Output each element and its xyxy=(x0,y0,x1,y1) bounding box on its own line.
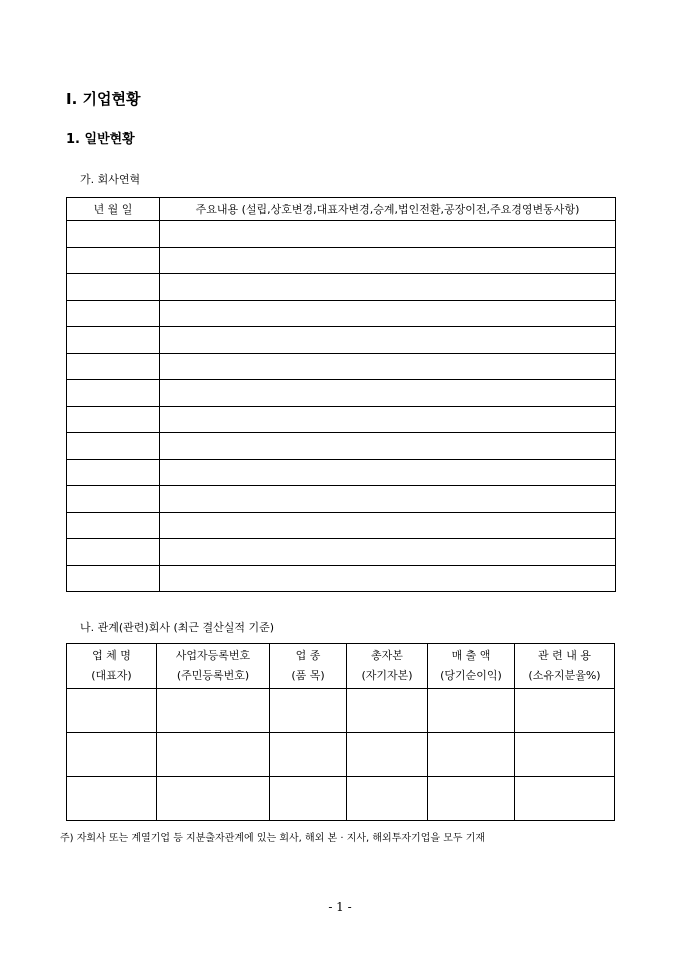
history-row xyxy=(67,380,616,407)
related-header-line: 관 련 내 용 xyxy=(538,649,591,662)
history-content-cell[interactable] xyxy=(160,300,616,327)
history-date-cell[interactable] xyxy=(67,380,160,407)
history-row xyxy=(67,459,616,486)
history-date-cell[interactable] xyxy=(67,565,160,592)
related-cell[interactable] xyxy=(428,733,515,777)
history-content-cell[interactable] xyxy=(160,274,616,301)
page-number: - 1 - xyxy=(328,900,352,914)
history-row xyxy=(67,353,616,380)
history-date-cell[interactable] xyxy=(67,247,160,274)
history-content-cell[interactable] xyxy=(160,247,616,274)
related-cell[interactable] xyxy=(347,689,428,733)
history-date-cell[interactable] xyxy=(67,459,160,486)
related-header-3 xyxy=(347,644,428,689)
history-date-cell[interactable] xyxy=(67,327,160,354)
related-cell[interactable] xyxy=(515,733,615,777)
related-cell[interactable] xyxy=(157,689,270,733)
related-company-title: 나. 관계(관련)회사 (최근 결산실적 기준) xyxy=(80,621,275,634)
related-cell[interactable] xyxy=(67,777,157,821)
history-date-cell[interactable] xyxy=(67,300,160,327)
document-heading: Ⅰ. 기업현황 xyxy=(66,90,141,108)
history-content-cell[interactable] xyxy=(160,380,616,407)
related-cell[interactable] xyxy=(157,777,270,821)
history-row xyxy=(67,274,616,301)
history-row xyxy=(67,221,616,248)
related-header-line: (당기순이익) xyxy=(440,669,502,682)
history-content-cell[interactable] xyxy=(160,565,616,592)
history-date-cell[interactable] xyxy=(67,406,160,433)
company-history-title: 가. 회사연혁 xyxy=(80,173,141,186)
history-date-cell[interactable] xyxy=(67,433,160,460)
history-content-cell[interactable] xyxy=(160,406,616,433)
history-content-cell[interactable] xyxy=(160,433,616,460)
history-date-cell[interactable] xyxy=(67,274,160,301)
history-row xyxy=(67,406,616,433)
related-cell[interactable] xyxy=(515,689,615,733)
related-header-line: (품 목) xyxy=(291,669,325,682)
related-header-line: 매 출 액 xyxy=(451,649,491,662)
related-cell[interactable] xyxy=(270,733,347,777)
related-company-table xyxy=(66,643,615,821)
history-date-cell[interactable] xyxy=(67,221,160,248)
related-cell[interactable] xyxy=(67,689,157,733)
history-row xyxy=(67,512,616,539)
related-header-line: (자기자본) xyxy=(361,669,413,682)
related-row xyxy=(67,777,615,821)
related-cell[interactable] xyxy=(347,733,428,777)
history-row xyxy=(67,539,616,566)
history-row xyxy=(67,327,616,354)
history-content-cell[interactable] xyxy=(160,327,616,354)
history-content-cell[interactable] xyxy=(160,539,616,566)
section-heading: 1. 일반현황 xyxy=(66,132,135,147)
related-cell[interactable] xyxy=(157,733,270,777)
header-main-content: 주요내용 (설립,상호변경,대표자변경,승계,법인전환,공장이전,주요경영변동사항) xyxy=(160,198,616,221)
related-header-line: 업 체 명 xyxy=(92,649,131,662)
related-cell[interactable] xyxy=(428,689,515,733)
related-header-1 xyxy=(157,644,270,689)
history-date-cell[interactable] xyxy=(67,486,160,513)
history-row xyxy=(67,247,616,274)
related-header-2 xyxy=(270,644,347,689)
history-row xyxy=(67,300,616,327)
related-header-line: 총자본 xyxy=(371,649,403,662)
related-row xyxy=(67,733,615,777)
related-header-line: 사업자등록번호 xyxy=(175,649,251,662)
related-header-0 xyxy=(67,644,157,689)
related-header-line: 업 종 xyxy=(295,649,321,662)
related-header-5 xyxy=(515,644,615,689)
related-cell[interactable] xyxy=(428,777,515,821)
related-cell[interactable] xyxy=(270,777,347,821)
history-date-cell[interactable] xyxy=(67,539,160,566)
related-cell[interactable] xyxy=(347,777,428,821)
footnote: 주) 자회사 또는 계열기업 등 지분출자관계에 있는 회사, 해외 본 · 지사, 해외투자기업을 모두 기재 xyxy=(60,833,486,844)
history-content-cell[interactable] xyxy=(160,512,616,539)
related-header-line: (소유지분율%) xyxy=(528,669,601,682)
history-content-cell[interactable] xyxy=(160,221,616,248)
header-date: 년 월 일 xyxy=(67,198,160,221)
related-cell[interactable] xyxy=(270,689,347,733)
history-row xyxy=(67,565,616,592)
related-row xyxy=(67,689,615,733)
history-content-cell[interactable] xyxy=(160,353,616,380)
company-history-table xyxy=(66,197,616,592)
related-header-4 xyxy=(428,644,515,689)
related-cell[interactable] xyxy=(515,777,615,821)
history-content-cell[interactable] xyxy=(160,486,616,513)
history-date-cell[interactable] xyxy=(67,353,160,380)
related-cell[interactable] xyxy=(67,733,157,777)
related-header-line: (대표자) xyxy=(91,669,132,682)
history-content-cell[interactable] xyxy=(160,459,616,486)
history-row xyxy=(67,486,616,513)
history-date-cell[interactable] xyxy=(67,512,160,539)
related-header-line: (주민등록번호) xyxy=(176,669,250,682)
history-row xyxy=(67,433,616,460)
